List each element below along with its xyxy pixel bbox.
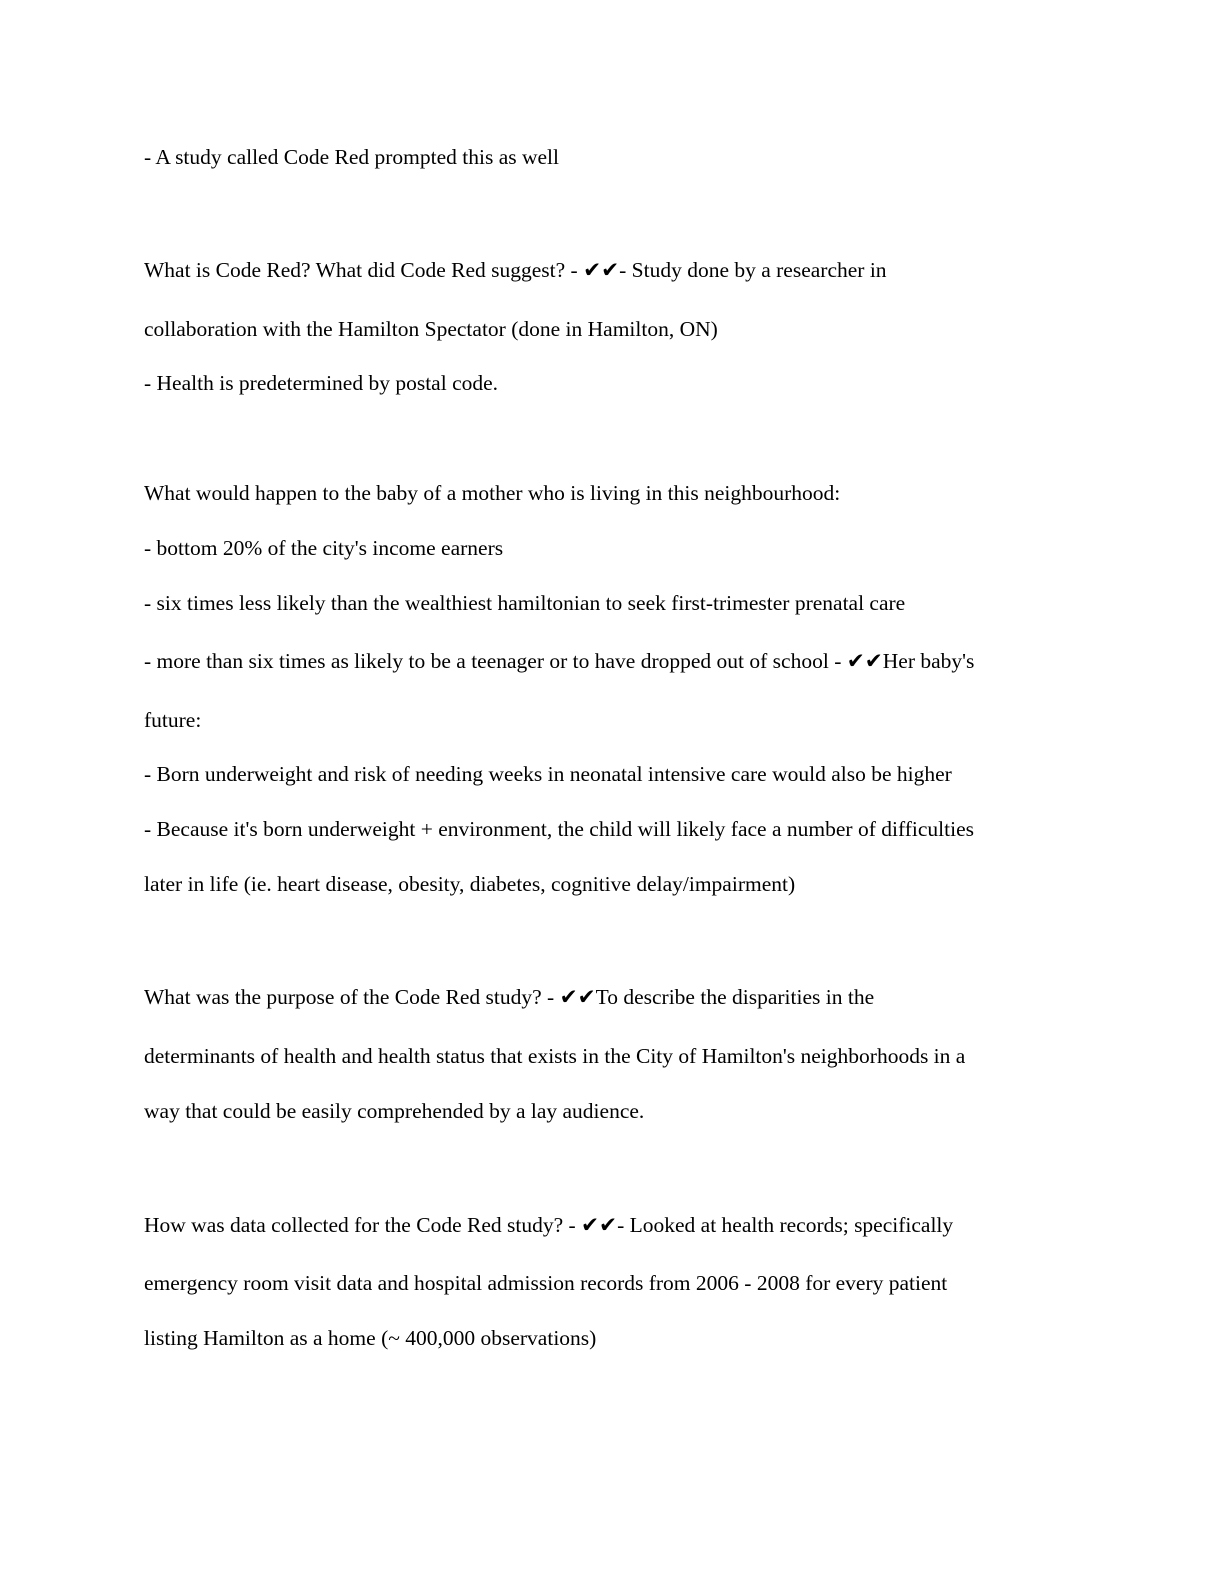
- text-line: - six times less likely than the wealthiest hamiltonian to seek first-trimester prenatal care: [144, 591, 906, 615]
- question-baby: What would happen to the baby of a mother who is living in this neighbourhood:: [144, 481, 841, 505]
- text-line: later in life (ie. heart disease, obesity, diabetes, cognitive delay/impairment): [144, 872, 796, 896]
- question-data-collection: How was data collected for the Code Red study? - ✔✔- Looked at health records; specifically: [144, 1213, 954, 1237]
- text-line: - more than six times as likely to be a teenager or to have dropped out of school - ✔✔Her baby's: [144, 649, 975, 673]
- question-code-red: What is Code Red? What did Code Red suggest? - ✔✔- Study done by a researcher in: [144, 258, 887, 282]
- text-line: - Because it's born underweight + environment, the child will likely face a number of difficulties: [144, 817, 974, 841]
- text-line: way that could be easily comprehended by a lay audience.: [144, 1099, 645, 1123]
- text-line: - Health is predetermined by postal code.: [144, 371, 499, 395]
- text-line: - Born underweight and risk of needing weeks in neonatal intensive care would also be higher: [144, 762, 952, 786]
- text-line: emergency room visit data and hospital admission records from 2006 - 2008 for every patient: [144, 1271, 948, 1295]
- question-purpose: What was the purpose of the Code Red study? - ✔✔To describe the disparities in the: [144, 985, 875, 1009]
- text-line: - A study called Code Red prompted this as well: [144, 145, 560, 169]
- text-line: listing Hamilton as a home (~ 400,000 observations): [144, 1326, 597, 1350]
- text-line: collaboration with the Hamilton Spectator (done in Hamilton, ON): [144, 317, 718, 341]
- text-line: future:: [144, 708, 202, 732]
- text-line: - bottom 20% of the city's income earners: [144, 536, 504, 560]
- text-line: determinants of health and health status that exists in the City of Hamilton's neighborhoods in a: [144, 1044, 966, 1068]
